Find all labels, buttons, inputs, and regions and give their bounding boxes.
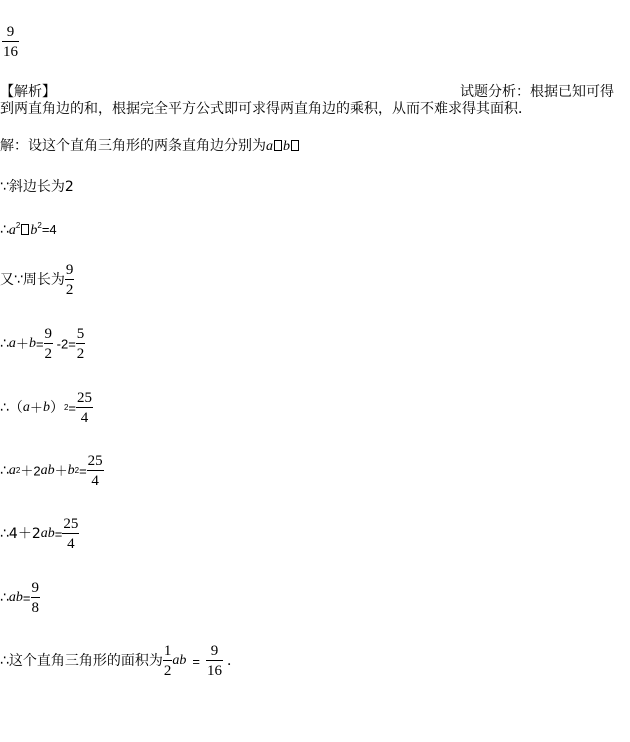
- missing-glyph-box: [21, 224, 29, 235]
- line-text: ∴4＋2: [0, 526, 41, 542]
- fraction-denominator: 2: [76, 346, 85, 362]
- equation-tail: =4: [41, 222, 57, 237]
- fraction-bar: [44, 343, 54, 344]
- minus-two: -2=: [53, 336, 76, 352]
- fraction-denominator: 4: [80, 410, 89, 426]
- analysis-tag: 【解析】: [0, 84, 56, 100]
- var-ab: ab: [40, 526, 55, 541]
- var-b: b: [42, 400, 50, 415]
- fraction-denominator: 2: [44, 346, 53, 362]
- exponent: 2: [15, 221, 21, 230]
- var-a: a: [8, 223, 16, 238]
- fraction-numerator: 9: [65, 262, 74, 278]
- therefore-symbol: ∴: [0, 590, 9, 606]
- solution-line-2: ∵斜边长为2: [0, 179, 74, 195]
- solution-line-8: [0, 516, 79, 552]
- fraction-denominator: 2: [65, 282, 74, 298]
- solution-line-7: [0, 453, 104, 489]
- answer-numerator: 9: [6, 24, 15, 40]
- open-paren: ∴（: [0, 400, 23, 416]
- var-b: b: [283, 139, 290, 154]
- equals-sign: =: [35, 336, 44, 352]
- missing-glyph-box: [274, 140, 282, 151]
- therefore-symbol: ∴: [0, 222, 9, 238]
- plus-sign: ＋: [15, 336, 29, 352]
- equals-sign: =: [79, 463, 87, 479]
- fraction-bar: [31, 597, 41, 598]
- fraction-bar: [2, 41, 19, 42]
- fraction-bar: [76, 343, 86, 344]
- period: ．: [227, 653, 242, 669]
- var-ab: ab: [40, 463, 55, 478]
- solution-line-4: [0, 262, 74, 298]
- plus-sign: ＋: [54, 463, 68, 479]
- fraction-denominator: 4: [91, 473, 99, 489]
- solution-line-3: [0, 222, 57, 238]
- fraction-numerator: 9: [31, 580, 40, 596]
- var-ab: ab: [172, 653, 187, 668]
- fraction-denominator: 4: [67, 536, 75, 552]
- plus-sign: ＋: [29, 400, 43, 416]
- exponent: 2: [15, 466, 21, 475]
- fraction-denominator: 2: [163, 663, 172, 679]
- missing-glyph-box: [291, 140, 299, 151]
- var-b: b: [28, 336, 36, 351]
- line-text: 解：设这个直角三角形的两条直角边分别为: [0, 138, 266, 154]
- fraction-numerator: 25: [63, 516, 79, 532]
- fraction-numerator: 9: [44, 326, 53, 342]
- solution-line-5: [0, 326, 85, 362]
- exponent: 2: [63, 403, 69, 412]
- equals-sign: =: [68, 400, 76, 416]
- exponent: 2: [74, 466, 80, 475]
- fraction-bar: [87, 470, 104, 471]
- analysis-lead: 试题分析：根据已知可得: [460, 84, 614, 100]
- close-paren: ）: [49, 400, 64, 416]
- answer-denominator: 16: [3, 44, 18, 60]
- solution-line-9: [0, 580, 40, 616]
- equals-sign: =: [54, 526, 63, 542]
- fraction-numerator: 5: [76, 326, 85, 342]
- fraction-numerator: 25: [76, 390, 92, 406]
- var-a: a: [22, 400, 30, 415]
- fraction-bar: [62, 533, 79, 534]
- line-text: 又∵周长为: [0, 272, 65, 288]
- fraction-numerator: 9: [210, 643, 219, 659]
- var-ab: ab: [8, 590, 23, 605]
- fraction-bar: [65, 279, 75, 280]
- therefore-symbol: ∴: [0, 463, 9, 479]
- solution-line-10: [0, 643, 241, 679]
- var-a: a: [8, 336, 16, 351]
- fraction-bar: [76, 407, 93, 408]
- equals-sign: =: [22, 590, 31, 606]
- fraction-denominator: 16: [207, 663, 223, 679]
- answer-fraction: [2, 24, 19, 60]
- fraction-denominator: 8: [31, 600, 40, 616]
- line-text: ∴这个直角三角形的面积为: [0, 653, 163, 669]
- solution-line-1: [0, 139, 300, 154]
- analysis-text: 到两直角边的和，根据完全平方公式即可求得两直角边的乘积，从而不难求得其面积．: [0, 101, 532, 117]
- plus-two: ＋2: [20, 463, 41, 479]
- fraction-bar: [206, 660, 223, 661]
- var-a: a: [8, 463, 16, 478]
- fraction-numerator: 25: [87, 453, 103, 469]
- equals-sign: =: [192, 653, 201, 669]
- solution-line-6: [0, 390, 93, 426]
- therefore-symbol: ∴: [0, 336, 9, 352]
- var-a: a: [266, 139, 273, 154]
- exponent: 2: [37, 221, 42, 230]
- var-b: b: [67, 463, 75, 478]
- var-b: b: [30, 223, 38, 238]
- fraction-bar: [163, 660, 173, 661]
- fraction-numerator: 1: [163, 643, 172, 659]
